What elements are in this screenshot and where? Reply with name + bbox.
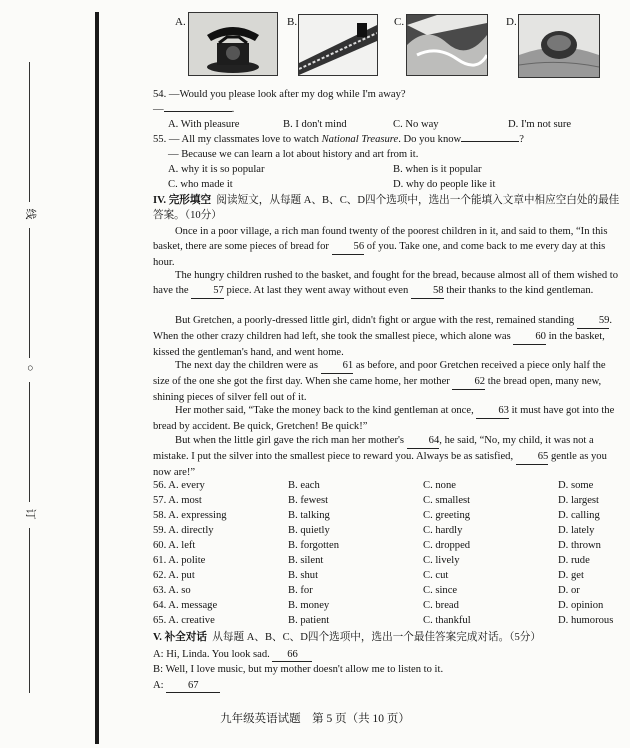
choice-option: B. shut [288,570,319,581]
choice-option: 60. A. left [153,540,196,551]
blank-66: 66 [272,648,312,662]
picture-label-b: B. [287,16,298,28]
blank-64: 64 [407,433,440,449]
passage-paragraph-2: The hungry children rushed to the basket, and fought for the bread, because almost all of them wished to have the 57 piece. At last they went away without even 58 their thanks to the kind gentleman. [153,268,623,299]
q55-stem [153,133,524,146]
picture-label-c: C. [394,16,405,28]
section5-heading [153,630,623,645]
choice-option: C. cut [423,570,449,581]
choice-option: B. quietly [288,525,330,536]
q55-option-a: A. why it is so popular [168,164,265,175]
choice-option: D. rude [558,555,590,566]
choice-option: D. calling [558,510,600,521]
choice-option: D. get [558,570,584,581]
section4-title: IV. 完形填空 [153,195,212,206]
q54-dash: — [153,104,164,115]
choice-option: B. for [288,585,313,596]
choice-option: C. dropped [423,540,471,551]
cloth-icon [406,14,488,76]
q55-option-c: C. who made it [168,179,233,190]
blank-56: 56 [332,239,365,255]
passage-paragraph-1: Once in a poor village, a rich man found twenty of the poorest children in it, and said to them, “In this basket, there are some pieces of bread for 56 of you. Take one, and come back to me every day at this hour. [153,226,608,268]
binding-margin-bar [95,12,99,744]
choice-option: 63. A. so [153,585,191,596]
choice-option: B. forgotten [288,540,340,551]
choice-option: D. or [558,585,580,596]
margin-char-circle: ○ [24,364,36,372]
section4-instruction: 阅读短文，从每题 A、B、C、D四个选项中，选出一个能填入文章中相应空白处的最佳答案。（10分） [153,195,620,221]
choice-option: C. lively [423,555,460,566]
choice-option: C. bread [423,600,459,611]
q54-option-b: B. I don't mind [283,119,347,130]
q55-title-italic: National Treasure [321,134,399,145]
choice-option: C. thankful [423,615,471,626]
q54-stem: 54. —Would you please look after my dog while I'm away? [153,89,406,100]
choice-option: D. lately [558,525,595,536]
blank-60: 60 [513,329,546,345]
choice-option: B. money [288,600,330,611]
choice-option: B. each [288,480,320,491]
margin-rule [29,382,30,502]
choice-option: C. smallest [423,495,471,506]
q55-stem-text: . Do you know [398,134,462,145]
blank-58: 58 [411,283,444,299]
q54-blank [164,111,232,112]
blank-65: 65 [516,449,549,465]
section5-title: V. 补全对话 [153,632,207,643]
q55-option-b: B. when is it popular [393,164,482,175]
margin-char-xian: 线 [24,208,36,220]
passage-paragraph-6: But when the little girl gave the rich man her mother's 64, he said, “No, my child, it was not a mistake. I put the silver into the smallest piece to reward you. Always be as satisfied, 65 gentle as you now are!” [153,435,607,478]
q54-option-c: C. No way [393,119,439,130]
blank-63: 63 [476,403,509,419]
passage-paragraph-4: The next day the children were as 61 as before, and poor Gretchen received a piece only half the size of the one she got the first day. When she came home, her mother 62 the bread open, many new, shining pieces of silver fell out of it. [153,360,606,403]
choice-option: C. none [423,480,456,491]
choice-option: 61. A. polite [153,555,206,566]
choice-option: C. greeting [423,510,471,521]
blank-67: 67 [166,679,220,693]
picture-label-a: A. [175,16,186,28]
dialogue-line-a1: A: Hi, Linda. You look sad. 66 [153,648,312,662]
q55-blank [461,141,519,142]
choice-option: B. talking [288,510,330,521]
section4-heading [153,193,623,223]
coin-on-fabric-icon [518,14,600,78]
q54-option-d: D. I'm not sure [508,119,572,130]
choice-option: D. some [558,480,594,491]
choice-option: 58. A. expressing [153,510,227,521]
q55-option-d: D. why do people like it [393,179,496,190]
choice-option: 65. A. creative [153,615,215,626]
margin-rule [29,228,30,358]
choice-option: 57. A. most [153,495,202,506]
blank-61: 61 [321,358,354,374]
choice-option: D. humorous [558,615,614,626]
blank-59: 59 [577,313,610,329]
choice-option: B. silent [288,555,324,566]
telephone-icon [188,12,278,76]
q54-answer-line: — . [153,104,235,115]
passage-paragraph-3: But Gretchen, a poorly-dressed little girl, didn't fight or argue with the rest, remained standing 59. When the other crazy children had left, she took the smallest piece, which alone was 60 in the basket, kissed the gentleman's hand, and went home. [153,315,613,358]
passage-paragraph-5: Her mother said, “Take the money back to the kind gentleman at once, 63 it must have got into the bread by accident. Be quick, Gretchen! Be quick!” [153,405,615,432]
choice-option: C. since [423,585,458,596]
choice-option: 64. A. message [153,600,218,611]
blank-62: 62 [452,374,485,390]
choice-option: D. largest [558,495,599,506]
page-footer: 九年级英语试题 第 5 页（共 10 页） [220,713,410,725]
choice-option: C. hardly [423,525,463,536]
choice-option: 59. A. directly [153,525,214,536]
dialogue-line-a2: A: 67 [153,679,220,693]
choice-option: D. thrown [558,540,601,551]
q54-option-a: A. With pleasure [168,119,240,130]
choice-option: 62. A. put [153,570,195,581]
margin-char-ding: 订 [24,508,36,520]
margin-rule [29,528,30,693]
choice-option: B. fewest [288,495,329,506]
choice-option: D. opinion [558,600,604,611]
q55-stem-end: ? [519,134,524,145]
zipper-icon [298,14,378,76]
picture-label-d: D. [506,16,517,28]
blank-57: 57 [191,283,224,299]
choice-option: B. patient [288,615,330,626]
section5-instruction: 从每题 A、B、C、D四个选项中，选出一个最佳答案完成对话。（5分） [212,632,541,643]
dialogue-line-b: B: Well, I love music, but my mother doesn't allow me to listen to it. [153,664,444,675]
margin-rule [29,62,30,202]
choice-option: 56. A. every [153,480,205,491]
q55-reply: — Because we can learn a lot about history and art from it. [168,149,419,160]
q55-stem-text: 55. — All my classmates love to watch [153,134,322,145]
